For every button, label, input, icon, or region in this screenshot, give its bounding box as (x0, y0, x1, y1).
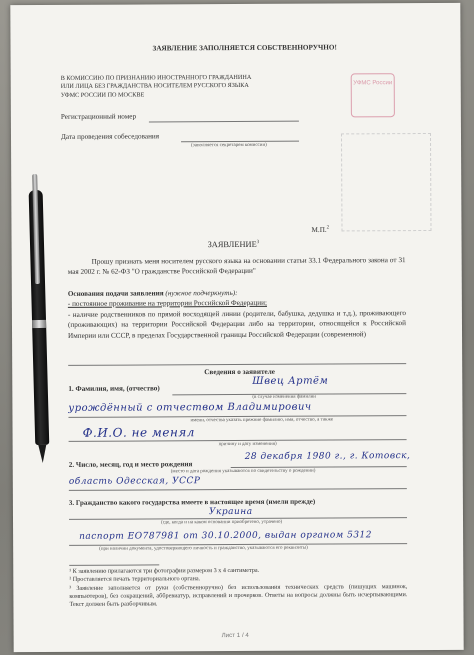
field-1-note-3: причину и дату изменения) (218, 441, 277, 448)
field-2-value-2[interactable]: область Одесская, УССР (68, 476, 201, 487)
field-3-note-2: (при наличии документа, удостоверяющего личность и гражданство, указываются его реквизиты) (99, 545, 308, 552)
application-form-sheet (10, 3, 463, 652)
commission-line-3: УФМС РОССИИ ПО МОСКВЕ (60, 91, 145, 99)
ground-permanent-residence[interactable]: - постоянное проживание на территории Российской Федерации; (67, 298, 267, 308)
commission-line-2: ИЛИ ЛИЦА БЕЗ ГРАЖДАНСТВА НОСИТЕЛЕМ РУССКОГО ЯЗЫКА (60, 82, 249, 91)
field-3-label: 3. Гражданство какого государства имеете в настоящее время (имели прежде) (68, 497, 316, 507)
mp-label: М.П.$^2$ (311, 225, 330, 234)
field-1-value-2[interactable]: урождённый с отчеством Владимирович (68, 401, 312, 414)
field-3-value[interactable]: Украина (208, 506, 253, 518)
section-divider (68, 363, 406, 366)
form-title: ЗАЯВЛЕНИЕ$^3$ (207, 239, 260, 250)
field-3-note: (где, когда и на каком основании приобретено, утрачено) (161, 519, 283, 526)
ufms-stamp (351, 73, 395, 117)
field-2-value[interactable]: 28 декабря 1980 г., г. Котовск, (244, 451, 411, 462)
commission-address (61, 74, 252, 100)
photo-placeholder (341, 133, 432, 231)
registration-number-label: Регистрационный номер (60, 112, 137, 121)
commission-line-1: В КОМИССИЮ ПО ПРИЗНАНИЮ ИНОСТРАННОГО ГРАЖДАНИНА (60, 73, 252, 82)
field-1-value-3[interactable]: Ф.И.О. не менял (82, 425, 195, 440)
field-3-value-2[interactable]: паспорт ЕО787981 от 30.10.2000, выдан органом 5312 (79, 530, 373, 542)
footnote-divider (69, 564, 159, 565)
pen-tip (38, 445, 46, 463)
page-label: Лист 1 / 4 (221, 631, 249, 640)
field-1-note-2: имени, отчества указать прежние фамилию, имя, отчество, а также (190, 417, 334, 424)
intro-paragraph: Прошу признать меня носителем русского языка на основании статьи 33.1 Федерального закона от 31 мая 2002 г. № 62-ФЗ "О гражданстве Российской Федерации" (67, 256, 406, 277)
pen-band (32, 320, 46, 328)
field-2-line-2 (69, 488, 407, 491)
interview-date-note: (заполняется секретарем комиссии) (191, 142, 267, 149)
footnotes (69, 566, 407, 610)
field-1-note: (в случае изменения фамилии (252, 394, 316, 400)
footnote-1: ¹ К заявлению прилагаются три фотографии размером 3 х 4 сантиметра. (69, 566, 260, 575)
footnote-3: ³ Заявление заполняется от руки (собственноручно) без использования технических средств (пишущих машинок, компьютеров), без сокращений, аббревиатур, исправлений и прочерков. Ответы на вопросы должны быть исчерпывающими. Текст должен быть разборчивым. (69, 582, 408, 609)
field-1-label: 1. Фамилия, имя, (отчество) (68, 384, 160, 393)
footnote-2: ² Проставляется печать территориального органа. (69, 575, 201, 584)
interview-date-label: Дата проведения собеседования (60, 132, 160, 141)
section-title: Сведения о заявителе (204, 367, 275, 377)
field-2-label: 2. Число, месяц, год и место рождения (68, 460, 193, 469)
grounds-note: (нужное подчеркнуть): (165, 288, 238, 298)
stamp-text: УФМС России (353, 80, 393, 87)
registration-number-field[interactable] (149, 121, 299, 123)
field-1-value[interactable]: Швец Артём (252, 375, 329, 387)
field-2-note: (место и дата рождения указываются по свидетельству о рождении) (170, 468, 316, 475)
field-2-line (231, 466, 407, 468)
ground-relatives[interactable]: - наличие родственников по прямой восходящей линии (родители, бабушка, дедушка и т.д.), проживающего (проживающих) на территории Российской Федерации либо на территории, относящейся к Российской Империи или СССР, в пределах Государственной границы Российской Федерации (современной) (67, 309, 407, 340)
handwritten-notice: ЗАЯВЛЕНИЕ ЗАПОЛНЯЕТСЯ СОБСТВЕННОРУЧНО! (152, 43, 337, 53)
grounds-heading (68, 289, 238, 298)
grounds-label: Основания подачи заявления (67, 289, 164, 298)
